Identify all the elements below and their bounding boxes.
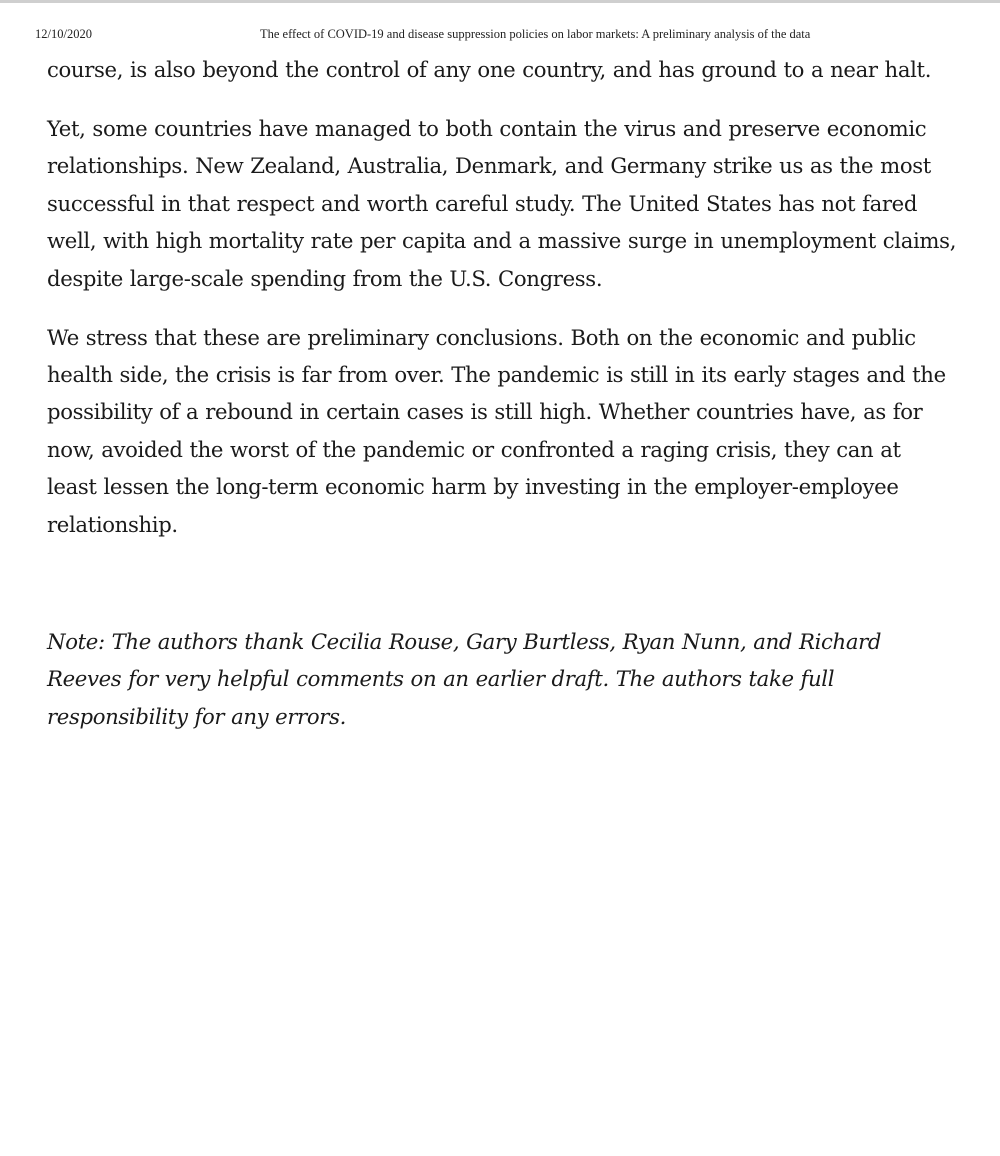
top-border <box>0 0 1000 3</box>
print-page-title: The effect of COVID-19 and disease suppression policies on labor markets: A preliminary analysis of the data <box>260 27 811 41</box>
print-header <box>0 27 1000 43</box>
print-date: 12/10/2020 <box>35 27 92 41</box>
article-body <box>47 51 957 757</box>
paragraph-continuation: course, is also beyond the control of any one country, and has ground to a near halt. <box>47 57 932 82</box>
paragraph-preliminary-conclusions: We stress that these are preliminary conclusions. Both on the economic and public health side, the crisis is far from over. The pandemic is still in its early stages and the possibility of a rebound in certain cases is still high. Whether countries have, as for now, avoided the worst of the pandemic or confronted a raging crisis, they can at least lessen the long-term economic harm by investing in the employer-employee relationship. <box>47 324 946 537</box>
acknowledgement-note: Note: The authors thank Cecilia Rouse, Gary Burtless, Ryan Nunn, and Richard Reeves for very helpful comments on an earlier draft. The authors take full responsibility for any errors. <box>47 629 882 729</box>
paragraph-successful-countries: Yet, some countries have managed to both contain the virus and preserve economic relationships. New Zealand, Australia, Denmark, and Germany strike us as the most successful in that respect and worth careful study. The United States has not fared well, with high mortality rate per capita and a massive surge in unemployment claims, despite large-scale spending from the U.S. Congress. <box>47 116 957 291</box>
